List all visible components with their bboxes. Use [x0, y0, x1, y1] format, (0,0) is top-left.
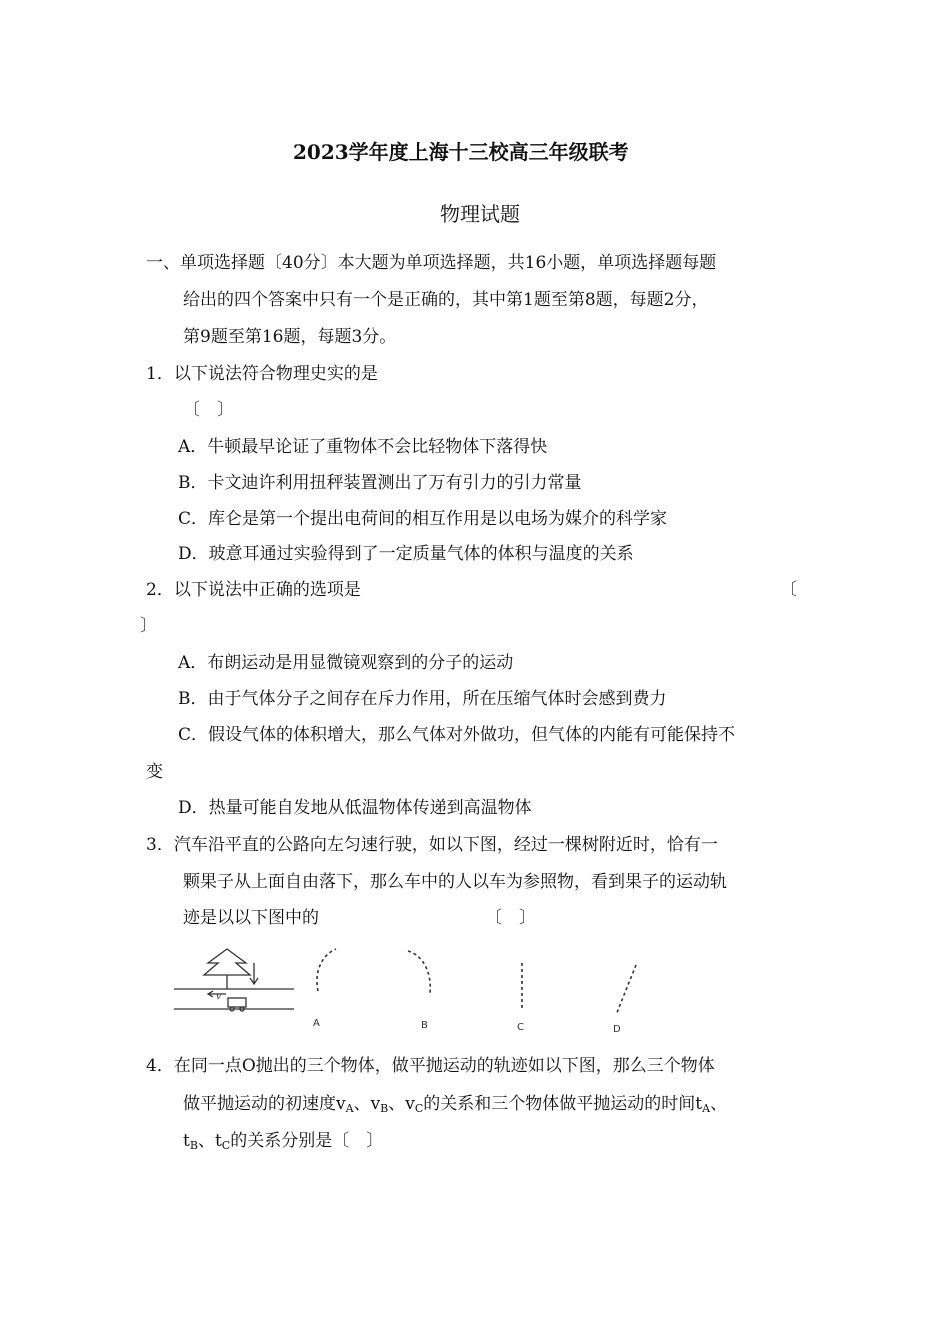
question-1-option-d: D．玻意耳通过实验得到了一定质量气体的体积与温度的关系 [178, 544, 634, 564]
velocity-label: v [216, 992, 222, 1002]
velocity-symbol: v [336, 1094, 346, 1114]
question-2-option-b: B．由于气体分子之间存在斥力作用，所在压缩气体时会感到费力 [178, 689, 667, 709]
car-icon [228, 998, 246, 1007]
separator: 、 [710, 1094, 728, 1114]
velocity-symbol: v [405, 1094, 415, 1114]
question-1-stem: 1．以下说法符合物理史实的是 [146, 364, 378, 384]
subscript-b: B [189, 1139, 198, 1152]
question-1-option-a: A．牛顿最早论证了重物体不会比轻物体下落得快 [178, 437, 548, 457]
subscript-a: A [702, 1102, 711, 1115]
question-3-stem-cont: 颗果子从上面自由落下，那么车中的人以车为参照物，看到果子的运动轨 [183, 872, 727, 892]
question-1-option-b: B．卡文迪许利用扭秤装置测出了万有引力的引力常量 [178, 473, 582, 493]
page-title: 2023学年度上海十三校高三年级联考 [293, 140, 629, 164]
question-3-figure [170, 941, 650, 1036]
time-symbol: t [183, 1131, 190, 1151]
question-1-bracket: 〔 〕 [183, 400, 234, 420]
subscript-b: B [380, 1102, 389, 1115]
option-a-label: A [313, 1018, 320, 1029]
question-1-option-c: C．库仑是第一个提出电荷间的相互作用是以电场为媒介的科学家 [178, 509, 668, 529]
option-b-label: B [421, 1020, 428, 1031]
page-subtitle: 物理试题 [440, 202, 520, 226]
question-2-option-c: C．假设气体的体积增大，那么气体对外做功，但气体的内能有可能保持不 [178, 725, 736, 745]
option-d-trajectory [616, 965, 636, 1015]
subscript-c: C [221, 1139, 231, 1152]
question-2-bracket-close: 〕 [140, 616, 157, 636]
falling-arrow [250, 963, 258, 984]
separator: 、 [197, 1131, 215, 1151]
option-d-label: D [613, 1024, 621, 1035]
section-heading: 一、单项选择题〔40分〕本大题为单项选择题，共16小题，单项选择题每题 [146, 253, 717, 273]
question-4-stem: 4．在同一点O抛出的三个物体，做平抛运动的轨迹如以下图，那么三个物体 [146, 1056, 715, 1076]
question-4-stem-cont [183, 1130, 383, 1152]
time-symbol: t [695, 1094, 703, 1114]
question-3-bracket: 〔 〕 [485, 908, 536, 928]
section-text: 第9题至第16题，每题3分。 [183, 327, 397, 347]
subscript-a: A [345, 1102, 354, 1115]
question-2-option-c-cont: 变 [146, 762, 163, 782]
separator: 、 [353, 1094, 371, 1114]
time-symbol: t [214, 1131, 222, 1151]
option-b-trajectory [408, 951, 430, 993]
tree-scene [174, 949, 294, 1011]
separator: 、 [388, 1094, 406, 1114]
question-2-stem: 2．以下说法中正确的选项是 [146, 580, 361, 600]
velocity-symbol: v [370, 1094, 381, 1114]
question-2-option-a: A．布朗运动是用显微镜观察到的分子的运动 [178, 653, 514, 673]
question-2-option-d: D．热量可能自发地从低温物体传递到高温物体 [178, 798, 532, 818]
section-text: 给出的四个答案中只有一个是正确的，其中第1题至第8题，每题2分， [183, 290, 709, 310]
tree-icon [204, 949, 250, 975]
question-4-stem-cont [183, 1093, 727, 1115]
q4-end-text: 的关系分别是〔 〕 [230, 1131, 384, 1151]
question-3-stem-cont: 迹是以以下图中的 [183, 908, 319, 928]
question-3-stem: 3．汽车沿平直的公路向左匀速行驶，如以下图，经过一棵树附近时，恰有一 [146, 835, 718, 855]
q4-velocity-text: 做平抛运动的初速度 [183, 1094, 336, 1114]
subscript-c: C [414, 1102, 424, 1115]
q4-time-text: 的关系和三个物体做平抛运动的时间 [423, 1094, 696, 1114]
option-a-trajectory [317, 949, 336, 991]
option-c-label: C [517, 1022, 524, 1033]
question-2-bracket-open: 〔 [780, 580, 797, 600]
